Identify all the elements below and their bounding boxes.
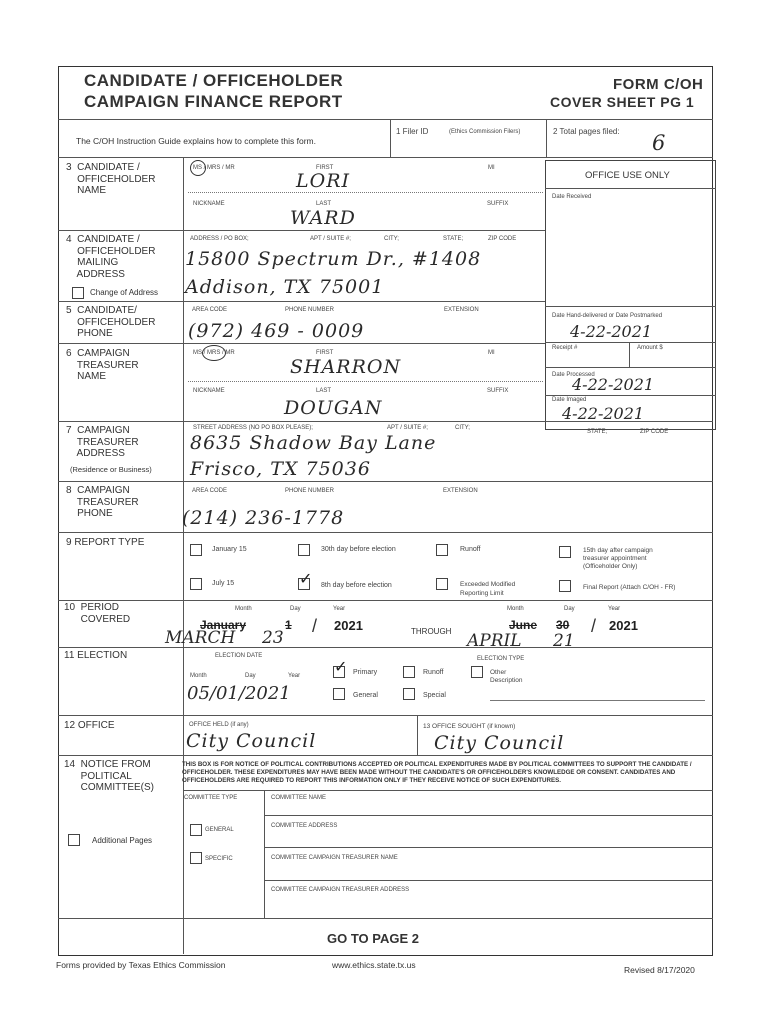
other-label: Other Description [490, 669, 523, 684]
other-election-checkbox[interactable] [471, 666, 483, 678]
go-to-page-2: GO TO PAGE 2 [327, 931, 419, 946]
january-15-checkbox[interactable] [190, 544, 202, 556]
opt-30th-day: 30th day before election [321, 546, 396, 553]
treasurer-address-line2[interactable]: Frisco, TX 75036 [190, 458, 371, 480]
opt-8th-day: 8th day before election [321, 582, 392, 589]
30th-day-checkbox[interactable] [298, 544, 310, 556]
divider [58, 343, 545, 344]
s3-title-field[interactable]: MS / MRS / MR [193, 165, 235, 171]
s4-apt-label: APT / SUITE #; [310, 236, 351, 242]
office-sought-label: 13 OFFICE SOUGHT (if known) [423, 723, 516, 730]
treasurer-last-name[interactable]: DOUGAN [284, 397, 383, 419]
s3-first-label: FIRST [316, 165, 334, 171]
form-name: FORM C/OH [613, 76, 704, 93]
s4-address-label: ADDRESS / PO BOX; [190, 236, 249, 242]
form-subtitle: COVER SHEET PG 1 [550, 94, 695, 110]
s9-label: 9 REPORT TYPE [66, 537, 145, 548]
divider [58, 421, 713, 422]
imaged-label: Date Imaged [552, 397, 587, 403]
other-description-line [490, 700, 705, 701]
divider [390, 119, 391, 157]
candidate-first-name[interactable]: LORI [296, 170, 351, 192]
primary-checkbox[interactable]: ✓ [334, 659, 348, 676]
s6-nickname-label: NICKNAME [193, 388, 225, 394]
divider [58, 481, 713, 482]
s8-area-label: AREA CODE [192, 488, 228, 494]
divider [58, 532, 713, 533]
election-date-value[interactable]: 05/01/2021 [187, 683, 291, 704]
slash: / [312, 616, 318, 636]
candidate-address-line1[interactable]: 15800 Spectrum Dr., #1408 [185, 248, 482, 270]
label-column-divider [183, 157, 184, 954]
election-date-label: ELECTION DATE [215, 653, 263, 659]
s5-phone-label: PHONE NUMBER [285, 307, 335, 313]
s10-to-day-label: Day [564, 606, 575, 612]
divider [264, 790, 265, 918]
total-pages-value[interactable]: 6 [652, 131, 667, 155]
divider [545, 342, 716, 343]
general-committee-label: GENERAL [205, 827, 234, 833]
divider [188, 381, 543, 382]
s14-label: 14 NOTICE FROM POLITICAL COMMITTEE(S) [64, 759, 154, 793]
divider [58, 918, 713, 919]
specific-committee-checkbox[interactable] [190, 852, 202, 864]
divider [58, 715, 713, 716]
treasurer-first-name[interactable]: SHARRON [290, 356, 402, 378]
to-month-printed: June [509, 618, 538, 632]
divider [546, 119, 547, 157]
s5-ext-label: EXTENSION [444, 307, 479, 313]
s10-to-year-label: Year [608, 606, 621, 612]
divider [629, 342, 630, 367]
from-day-handwritten[interactable]: 23 [262, 628, 284, 648]
from-month-printed: January [200, 618, 247, 632]
divider [58, 230, 545, 231]
divider [58, 301, 545, 302]
s10-from-day-label: Day [290, 606, 301, 612]
15th-day-checkbox[interactable] [559, 546, 571, 558]
office-held-label: OFFICE HELD (if any) [189, 722, 249, 728]
divider [545, 188, 716, 189]
to-year: 2021 [609, 618, 638, 633]
s10-from-year-label: Year [333, 606, 346, 612]
s3-suffix-label: SUFFIX [487, 201, 509, 207]
exceeded-checkbox[interactable] [436, 578, 448, 590]
office-sought-value[interactable]: City Council [434, 732, 565, 754]
office-held-value[interactable]: City Council [186, 730, 317, 752]
additional-pages-checkbox[interactable] [68, 834, 80, 846]
s6-first-label: FIRST [316, 350, 334, 356]
divider [183, 790, 713, 791]
s3-last-label: LAST [316, 201, 332, 207]
divider [58, 157, 713, 158]
form-title-line1: CANDIDATE / OFFICEHOLDER [84, 71, 344, 90]
s7-zip-label: ZIP CODE [640, 429, 669, 435]
8th-day-checkbox[interactable]: ✓ [299, 571, 313, 588]
committee-treasurer-name-label: COMMITTEE CAMPAIGN TREASURER NAME [271, 855, 398, 861]
s7-city-label: CITY; [455, 425, 470, 431]
imaged-value: 4-22-2021 [562, 404, 645, 423]
divider [264, 815, 713, 816]
divider [264, 880, 713, 881]
divider [58, 755, 713, 756]
s7-state-label: STATE; [587, 429, 608, 435]
special-election-checkbox[interactable] [403, 688, 415, 700]
final-report-checkbox[interactable] [559, 580, 571, 592]
general-election-checkbox[interactable] [333, 688, 345, 700]
s10-label: 10 PERIOD COVERED [64, 602, 131, 625]
s4-city-label: CITY; [384, 236, 399, 242]
s7-street-label: STREET ADDRESS (NO PO BOX PLEASE); [193, 425, 313, 431]
from-year: 2021 [334, 618, 363, 633]
to-day-printed: 30 [556, 618, 570, 632]
filer-id-note: (Ethics Commission Filers) [449, 129, 521, 135]
total-pages-label: 2 Total pages filed: [553, 127, 620, 136]
processed-value: 4-22-2021 [572, 375, 655, 394]
s4-state-label: STATE; [443, 236, 464, 242]
special-label: Special [423, 692, 446, 699]
opt-january-15: January 15 [212, 546, 247, 553]
s6-title-field[interactable]: MS / MRS / MR [193, 350, 235, 356]
s11-day-label: Day [245, 673, 256, 679]
s8-ext-label: EXTENSION [443, 488, 478, 494]
divider [545, 306, 716, 307]
s11-label: 11 ELECTION [64, 650, 128, 661]
july-15-checkbox[interactable] [190, 578, 202, 590]
hand-delivered-label: Date Hand-delivered or Date Postmarked [552, 313, 663, 319]
opt-july-15: July 15 [212, 580, 235, 587]
date-received-label: Date Received [552, 194, 592, 200]
treasurer-address-line1[interactable]: 8635 Shadow Bay Lane [190, 432, 437, 454]
s6-suffix-label: SUFFIX [487, 388, 509, 394]
s4-label: 4 CANDIDATE / OFFICEHOLDER MAILING ADDRESS [66, 234, 156, 280]
office-use-title: OFFICE USE ONLY [585, 170, 670, 181]
s12-label: 12 OFFICE [64, 720, 115, 731]
divider [545, 395, 716, 396]
general-committee-checkbox[interactable] [190, 824, 202, 836]
from-day-printed: 1 [285, 618, 292, 632]
from-month-handwritten[interactable]: MARCH [165, 628, 236, 648]
s8-label: 8 CAMPAIGN TREASURER PHONE [66, 485, 139, 519]
instruction-text: The C/OH Instruction Guide explains how to complete this form. [76, 136, 316, 146]
s5-label: 5 CANDIDATE/ OFFICEHOLDER PHONE [66, 305, 156, 339]
runoff-report-checkbox[interactable] [436, 544, 448, 556]
change-of-address-label: Change of Address [90, 288, 159, 297]
s11-year-label: Year [288, 673, 301, 679]
receipt-label: Receipt # [552, 345, 578, 351]
s3-mi-label: MI [488, 165, 495, 171]
filer-id-label: 1 Filer ID [396, 127, 429, 136]
s11-month-label: Month [190, 673, 207, 679]
footer-url[interactable]: www.ethics.state.tx.us [332, 960, 416, 970]
specific-committee-label: SPECIFIC [205, 856, 233, 862]
runoff-label: Runoff [423, 669, 444, 676]
primary-label: Primary [353, 669, 378, 676]
s3-label: 3 CANDIDATE / OFFICEHOLDER NAME [66, 162, 156, 196]
committee-type-label: COMMITTEE TYPE [184, 795, 238, 801]
divider [58, 119, 713, 120]
opt-15th-day: 15th day after campaign treasurer appointment (Officeholder Only) [583, 547, 653, 570]
divider [58, 647, 713, 648]
divider [188, 192, 543, 193]
amount-label: Amount $ [637, 345, 663, 351]
general-label: General [353, 692, 378, 699]
hand-delivered-value: 4-22-2021 [570, 322, 653, 341]
s10-from-month-label: Month [235, 606, 252, 612]
through-label: THROUGH [411, 627, 452, 636]
to-month-handwritten[interactable]: APRIL [467, 631, 522, 651]
s7-apt-label: APT / SUITE #; [387, 425, 428, 431]
additional-pages-label: Additional Pages [92, 836, 153, 845]
divider [264, 847, 713, 848]
processed-label: Date Processed [552, 372, 595, 378]
divider [417, 715, 418, 755]
to-day-handwritten[interactable]: 21 [553, 631, 575, 651]
opt-exceeded: Exceeded Modified Reporting Limit [460, 581, 516, 597]
s6-label: 6 CAMPAIGN TREASURER NAME [66, 348, 139, 382]
committee-name-label: COMMITTEE NAME [271, 795, 326, 801]
candidate-address-line2[interactable]: Addison, TX 75001 [185, 276, 385, 298]
s8-phone-label: PHONE NUMBER [285, 488, 335, 494]
candidate-phone[interactable]: (972) 469 - 0009 [188, 320, 365, 342]
committee-address-label: COMMITTEE ADDRESS [271, 823, 338, 829]
footer-provided: Forms provided by Texas Ethics Commission [56, 960, 226, 970]
form-title-line2: CAMPAIGN FINANCE REPORT [84, 92, 343, 111]
election-type-label: ELECTION TYPE [477, 656, 525, 662]
s6-mi-label: MI [488, 350, 495, 356]
s4-zip-label: ZIP CODE [488, 236, 517, 242]
slash: / [591, 616, 597, 636]
treasurer-phone[interactable]: (214) 236-1778 [182, 507, 345, 529]
candidate-last-name[interactable]: WARD [290, 207, 356, 229]
s7-sub: (Residence or Business) [70, 465, 152, 474]
committee-treasurer-address-label: COMMITTEE CAMPAIGN TREASURER ADDRESS [271, 887, 410, 893]
opt-final-report: Final Report (Attach C/OH - FR) [583, 584, 676, 591]
runoff-election-checkbox[interactable] [403, 666, 415, 678]
footer-revised: Revised 8/17/2020 [624, 965, 695, 975]
change-of-address-checkbox[interactable] [72, 287, 84, 299]
s5-area-label: AREA CODE [192, 307, 228, 313]
s3-nickname-label: NICKNAME [193, 201, 225, 207]
notice-text: THIS BOX IS FOR NOTICE OF POLITICAL CONTRIBUTIONS ACCEPTED OR POLITICAL EXPENDITURES MADE BY POLITICAL COMMITTEES TO SUPPORT THE CANDIDATE / OFFICEHOLDER. THESE EXPENDITURES MAY HAVE BEEN MADE WITHOUT THE CANDIDATE'S OR OFFICEHOLDER'S KNOWLEDGE OR CONSENT. CANDIDATES AND OFFICEHOLDERS ARE REQUIRED TO REPORT THIS INFORMATION ONLY IF THEY RECEIVE NOTICE OF SUCH EXPENDITURES. [182, 761, 692, 784]
s6-last-label: LAST [316, 388, 332, 394]
opt-runoff: Runoff [460, 546, 481, 553]
divider [545, 367, 716, 368]
s10-to-month-label: Month [507, 606, 524, 612]
divider [58, 600, 713, 601]
s7-label: 7 CAMPAIGN TREASURER ADDRESS [66, 425, 139, 459]
